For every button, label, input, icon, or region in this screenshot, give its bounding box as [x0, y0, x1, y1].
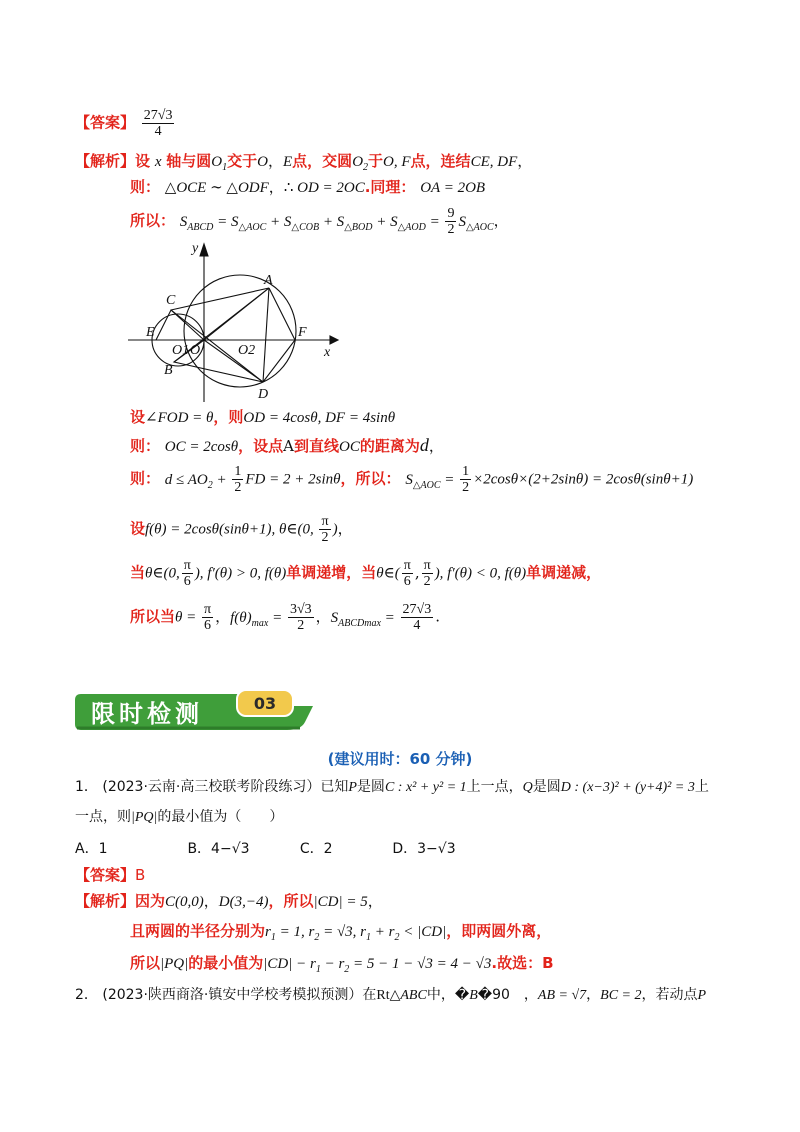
q1-options [75, 838, 500, 860]
answer-tag: 【答案】 [75, 113, 136, 132]
text: ，所以 [268, 892, 314, 910]
analysis-line-2: 则： △OCE ∼ △ODF，∴ OD = 2OC.同理： OA = 2OB [130, 178, 486, 196]
section-banner [75, 688, 320, 734]
text: 设 [135, 152, 151, 170]
text: ，则 [213, 408, 244, 426]
text: 所以 [130, 954, 161, 972]
text: ，所以： [340, 469, 401, 488]
q1-analysis-2: 且两圆的半径分别为$r_1 = 1$, $r_2 = √3$, $r_1 + r_2 < |CD|$，即两圆外离， [130, 922, 552, 943]
q1-analysis-3: 所以|PQ|的最小值为$|CD| - r_1 - r_2 = 5 - 1 - √3 = 4 - √3$.故选：B [130, 954, 554, 975]
label-A: A [264, 273, 273, 288]
text: ，若动点 [641, 987, 698, 1003]
text: 设 [130, 408, 146, 426]
label-F: F [298, 325, 307, 340]
text: 到直线 [293, 437, 339, 455]
option-a[interactable]: A．1 [75, 841, 108, 857]
text: 一点，则 [75, 809, 131, 825]
text: 的距离为 [359, 437, 420, 455]
label-y: y [192, 241, 199, 256]
label-B: B [164, 363, 173, 378]
text: 是圆 [532, 779, 561, 795]
text: 上一点， [466, 779, 523, 795]
text: .同理： [364, 178, 416, 196]
banner-title: 限时检测 [91, 700, 203, 728]
label-O: O [190, 343, 201, 358]
q1-analysis-tag: 【解析】 [75, 892, 136, 910]
time-hint: (建议用时：60 分钟) [327, 750, 473, 768]
text: 所以当 [130, 607, 176, 626]
q2-source: (2023·陕西商洛·镇安中学校考模拟预测）在 [102, 987, 377, 1003]
q1-answer-tag: 【答案】 [75, 866, 136, 884]
analysis-line-8: 当θ∈(0, $\frac{\pi}{6}$ ), f′(θ) > 0, f(θ)单调递增，当θ∈( $\frac{\pi}{6}$ , $\frac{\pi}{2}$ ), f′(θ) < 0, f(θ)单调递减， [130, 558, 602, 589]
text: 是圆 [356, 779, 385, 795]
analysis-tag: 【解析】 [75, 152, 136, 170]
text: 单调递增，当 [286, 563, 377, 582]
q2-number: 2． [75, 987, 98, 1003]
text: 且两圆的半径分别为 [130, 922, 266, 940]
label-x: x [324, 345, 331, 360]
analysis-line-6: 则： $d \le AO_2$ + $\frac{1}{2}$ FD = 2 + 2sinθ，所以： $S_{\triangle AOC}$ = $\frac{1}{2}$ ×2cosθ×(2+2sinθ) = 2cosθ(sinθ+1) [130, 464, 694, 495]
text: 轴与圆 [166, 152, 212, 170]
analysis-line-7: 设f(θ) = 2cosθ(sinθ+1), θ∈(0, $\frac{\pi}{2}$ )， [130, 514, 353, 545]
analysis-line-5: 则： OC = 2cosθ，设点A到直线OC的距离为d， [130, 435, 444, 455]
text: 则： [130, 437, 161, 455]
text: .故选：B [491, 954, 554, 972]
text: ，设点 [238, 437, 284, 455]
text: 中，� [426, 987, 470, 1003]
q1-line-1: 1． (2023·云南·高三校联考阶段练习）已知P是圆C : x² + y² = 1上一点，Q是圆D : (x−3)² + (y+4)² = 3上 [75, 779, 709, 795]
answer-line [75, 108, 176, 139]
text: 的最小值为 [188, 954, 264, 972]
label-D: D [258, 387, 269, 402]
label-O1: O1 [172, 343, 190, 358]
analysis-line-9: 所以当θ = $\frac{\pi}{6}$ ，$f(\theta)_{max}$ = $\frac{3√3}{2}$ ，$S_{ABCDmax}$ = $\frac{27√3}{4}$ . [130, 602, 441, 633]
answer-value: $\frac{27√3}{4}$ [143, 108, 173, 139]
option-d[interactable]: D．3−√3 [392, 841, 456, 857]
text: ，即两圆外离， [446, 922, 552, 940]
analysis-line-1: 【解析】设 x 轴与圆$O_1$交于O，E点，交圆$O_2$于O, F点，连结CE, DF， [75, 152, 533, 173]
option-c[interactable]: C．2 [299, 841, 333, 857]
banner-number: 03 [253, 694, 277, 713]
geometry-diagram [126, 238, 346, 404]
text: 则： [130, 469, 161, 488]
text: 则： [130, 178, 161, 196]
label-O2: O2 [238, 343, 256, 358]
text: 所以： [130, 211, 176, 230]
text: 交于 [227, 152, 258, 170]
q1-answer-line [75, 864, 145, 886]
text: 当 [130, 563, 146, 582]
text: 上 [694, 779, 709, 795]
label-C: C [166, 293, 176, 308]
text: �90 ， [477, 987, 538, 1003]
option-b[interactable]: B．4−√3 [187, 841, 250, 857]
q1-source: (2023·云南·高三校联考阶段练习）已知 [102, 779, 349, 795]
text: 设 [130, 519, 146, 538]
text: 点，连结 [410, 152, 471, 170]
q2-line-1: 2． (2023·陕西商洛·镇安中学校考模拟预测）在Rt△ABC中，�B�90 ，AB = √7，BC = 2，若动点P [75, 987, 707, 1003]
text: 单调递减， [526, 563, 602, 582]
analysis-line-3: 所以： $S_{ABCD} = S_{\triangle AOC} + S_{\triangle COB} + S_{\triangle BOD} + S_{\triangle AOD}$ = $\frac{9}{2}$ $S_{\triangle AOC}$， [130, 206, 509, 237]
analysis-line-4: 设∠FOD = θ，则OD = 4cosθ, DF = 4sinθ [130, 408, 396, 426]
text: 因为 [135, 892, 166, 910]
text: 的最小值为（ ） [157, 809, 284, 825]
q1-analysis-1: 【解析】因为C(0,0)，D(3,−4)，所以|CD| = 5， [75, 892, 383, 910]
q1-number: 1． [75, 779, 98, 795]
q1-line-2: 一点，则|PQ|的最小值为（ ） [75, 809, 284, 825]
text: 于 [368, 152, 384, 170]
q1-answer: B [135, 866, 146, 884]
label-E: E [146, 325, 155, 340]
text: 点，交圆 [292, 152, 353, 170]
